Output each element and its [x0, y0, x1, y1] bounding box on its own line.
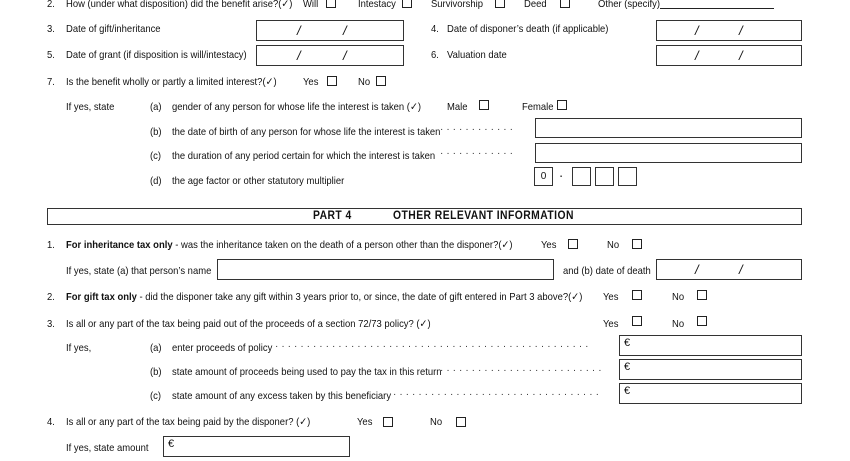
q3-question: Date of gift/inheritance [66, 23, 161, 35]
policy-proceeds-field[interactable] [619, 335, 802, 356]
grant-date-field[interactable] [256, 45, 404, 66]
euro-symbol: € [168, 438, 175, 450]
other-specify-line[interactable] [660, 8, 774, 9]
p2-text: - did the disponer take any gift within 3 years prior to, or since, the date of gift entered in Part 3 above?(✓) [136, 291, 583, 303]
q7d-letter: (d) [150, 175, 162, 187]
q7-no-checkbox[interactable] [376, 76, 386, 86]
p3b-letter: (b) [150, 366, 162, 378]
male-label: Male [447, 101, 468, 113]
decimal-point: · [559, 167, 564, 183]
p4-number: 4. [47, 416, 55, 428]
q7-question: Is the benefit wholly or partly a limited interest?(✓) [66, 76, 277, 88]
q7-number: 7. [47, 76, 55, 88]
p4-no-checkbox[interactable] [456, 417, 466, 427]
date-separator: / [695, 23, 699, 38]
date-separator: / [739, 262, 743, 277]
q7-yes-checkbox[interactable] [327, 76, 337, 86]
gift-date-field[interactable] [256, 20, 404, 41]
q6-question: Valuation date [447, 49, 507, 61]
date-separator: / [695, 262, 699, 277]
q4-question: Date of disponer’s death (if applicable) [447, 23, 609, 35]
other-person-death-date-field[interactable] [656, 259, 802, 280]
p3c-text: state amount of any excess taken by this beneficiary [172, 390, 392, 402]
q6-number: 6. [431, 49, 439, 61]
date-separator: / [343, 48, 347, 63]
p3a-letter: (a) [150, 342, 162, 354]
life-tenant-dob-field[interactable] [535, 118, 802, 138]
euro-symbol: € [624, 337, 631, 349]
female-checkbox[interactable] [557, 100, 567, 110]
date-separator: / [297, 48, 301, 63]
q7-if-yes-label: If yes, state [66, 101, 115, 113]
p3b-text: state amount of proceeds being used to pay the tax in this return [172, 366, 442, 378]
q2-question: How (under what disposition) did the benefit arise?(✓) [66, 0, 293, 10]
p1-date-of-death-label: and (b) date of death [563, 265, 651, 277]
leader-dots: ·························· [440, 365, 605, 376]
p2-question [66, 291, 582, 303]
p1-yes-label: Yes [541, 239, 557, 251]
age-factor-digit-3[interactable] [618, 167, 637, 186]
p1-bold-text: For inheritance tax only [66, 239, 173, 251]
survivorship-label: Survivorship [431, 0, 484, 10]
part4-label: PART 4 [313, 210, 352, 222]
p4-if-yes-label: If yes, state amount [66, 442, 149, 454]
intestacy-label: Intestacy [358, 0, 396, 10]
p3-no-checkbox[interactable] [697, 316, 707, 326]
date-separator: / [343, 23, 347, 38]
p1-text: - was the inheritance taken on the death of a person other than the disponer?(✓) [172, 239, 513, 251]
p3c-letter: (c) [150, 390, 162, 402]
leader-dots: ············ [440, 124, 516, 135]
p3-number: 3. [47, 318, 55, 330]
p1-no-label: No [607, 239, 620, 251]
date-separator: / [739, 23, 743, 38]
age-factor-digit-2[interactable] [595, 167, 614, 186]
p1-if-yes-label: If yes, state (a) that person’s name [66, 265, 212, 277]
p4-question: Is all or any part of the tax being paid by the disponer? (✓) [66, 416, 311, 428]
q4-number: 4. [431, 23, 439, 35]
p3-no-label: No [672, 318, 685, 330]
q7b-letter: (b) [150, 126, 162, 138]
disponer-tax-amount-field[interactable] [163, 436, 350, 457]
q7a-letter: (a) [150, 101, 162, 113]
p2-number: 2. [47, 291, 55, 303]
p1-yes-checkbox[interactable] [568, 239, 578, 249]
age-factor-digit-1[interactable] [572, 167, 591, 186]
p4-yes-checkbox[interactable] [383, 417, 393, 427]
valuation-date-field[interactable] [656, 45, 802, 66]
deed-label: Deed [524, 0, 547, 10]
p1-number: 1. [47, 239, 55, 251]
age-factor-digit-whole[interactable]: 0 [534, 167, 553, 186]
date-separator: / [297, 23, 301, 38]
q3-number: 3. [47, 23, 55, 35]
date-separator: / [739, 48, 743, 63]
p4-yes-label: Yes [357, 416, 373, 428]
disponer-death-date-field[interactable] [656, 20, 802, 41]
q7-yes-label: Yes [303, 76, 319, 88]
intestacy-checkbox[interactable] [402, 0, 412, 8]
q7c-letter: (c) [150, 150, 162, 162]
q7d-text: the age factor or other statutory multiplier [172, 175, 345, 187]
leader-dots: ·················································· [275, 341, 592, 352]
p3-if-yes-label: If yes, [66, 342, 92, 354]
p1-question [66, 239, 513, 251]
part4-title: OTHER RELEVANT INFORMATION [393, 210, 574, 222]
other-label: Other (specify) [598, 0, 660, 10]
p1-no-checkbox[interactable] [632, 239, 642, 249]
p3-yes-label: Yes [603, 318, 619, 330]
deed-checkbox[interactable] [560, 0, 570, 8]
q5-number: 5. [47, 49, 55, 61]
male-checkbox[interactable] [479, 100, 489, 110]
survivorship-checkbox[interactable] [495, 0, 505, 8]
excess-amount-field[interactable] [619, 383, 802, 404]
q2-number: 2. [47, 0, 55, 10]
period-certain-field[interactable] [535, 143, 802, 163]
p2-bold-text: For gift tax only [66, 291, 137, 303]
q7a-text: gender of any person for whose life the interest is taken (✓) [172, 101, 422, 113]
p3a-text: enter proceeds of policy [172, 342, 273, 354]
other-person-name-field[interactable] [217, 259, 554, 280]
p2-yes-checkbox[interactable] [632, 290, 642, 300]
will-checkbox[interactable] [326, 0, 336, 8]
proceeds-used-field[interactable] [619, 359, 802, 380]
p3-yes-checkbox[interactable] [632, 316, 642, 326]
p4-no-label: No [430, 416, 443, 428]
will-label: Will [303, 0, 319, 10]
leader-dots: ································· [393, 389, 602, 400]
euro-symbol: € [624, 385, 631, 397]
leader-dots: ············ [440, 148, 516, 159]
q5-question: Date of grant (if disposition is will/intestacy) [66, 49, 247, 61]
p2-yes-label: Yes [603, 291, 619, 303]
date-separator: / [695, 48, 699, 63]
p3-question: Is all or any part of the tax being paid out of the proceeds of a section 72/73 policy? (✓) [66, 318, 431, 330]
q7-no-label: No [358, 76, 371, 88]
q7c-text: the duration of any period certain for which the interest is taken [172, 150, 436, 162]
female-label: Female [522, 101, 554, 113]
p2-no-checkbox[interactable] [697, 290, 707, 300]
q7b-text: the date of birth of any person for whose life the interest is taken [172, 126, 441, 138]
euro-symbol: € [624, 361, 631, 373]
p2-no-label: No [672, 291, 685, 303]
